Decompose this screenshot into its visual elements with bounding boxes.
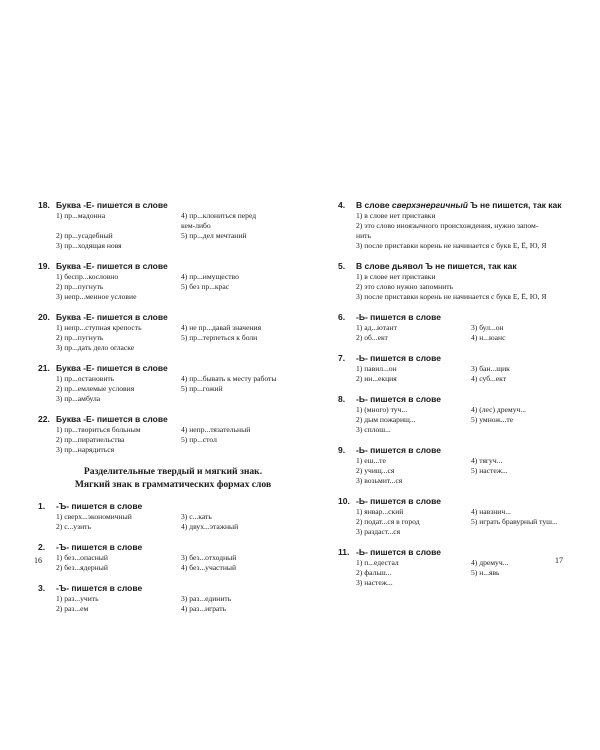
answer-options (56, 553, 298, 573)
answer-options (356, 323, 578, 343)
question-title (356, 261, 578, 272)
question-title-text: -Ь- пишется в слове (356, 394, 441, 404)
answer-option: 3) после приставки корень не начинается с букв Е, Ё, Ю, Я (356, 241, 547, 250)
answer-option: 2) подат...ся в город (356, 517, 420, 526)
answer-option: 3) сплош... (356, 425, 391, 434)
answer-option: 2) об...ект (356, 333, 388, 342)
answer-option: 2) дым пожарищ... (356, 415, 416, 424)
question-title: -Ъ- пишется в слове (56, 583, 143, 593)
answer-options (356, 272, 578, 302)
question-title-text: -Ь- пишется в слове (356, 547, 441, 557)
question-number: 22. (38, 414, 50, 424)
answer-option: 4) н...юанс (471, 333, 506, 342)
answer-option (471, 527, 578, 537)
answer-option: 1) ад...ютант (356, 323, 397, 332)
section-title (38, 465, 298, 491)
answer-option: 5) пр...дел мечтаний (181, 231, 247, 240)
answer-options (56, 272, 298, 302)
answer-option: 2) пр...усадебный (56, 231, 113, 240)
right-page (338, 200, 578, 598)
answer-option: 4) (лес) дремуч... (471, 405, 527, 414)
question-block (38, 312, 298, 353)
answer-option: 4) без...участный (181, 563, 237, 572)
answer-option: 4) дремуч... (471, 558, 509, 567)
answer-option: 3) пр...нарядиться (56, 445, 115, 454)
answer-option: 5) умнож...те (471, 415, 514, 424)
question-title-text: -Ь- пишется в слове (356, 312, 441, 322)
answer-option: 5) пр...терпеться к боли (181, 333, 258, 342)
answer-option: 4) двух...этажный (181, 522, 239, 531)
page-number-left: 16 (34, 556, 42, 565)
answer-option: 5) настеж... (471, 466, 508, 475)
question-title-text: -Ь- пишется в слове (356, 496, 441, 506)
question-title-text: -Ь- пишется в слове (356, 445, 441, 455)
question-number: 5. (338, 261, 346, 271)
answer-option: 1) пр...мадонна (56, 211, 106, 220)
section-title-line: Разделительные твердый и мягкий знак. (83, 466, 263, 477)
question-title-text: В слове (356, 200, 392, 210)
question-block (38, 414, 298, 455)
answer-option: 4) суб...ект (471, 374, 507, 383)
answer-option (181, 394, 298, 404)
question-block (338, 496, 578, 537)
question-title: Буква -Е- пишется в слове (56, 363, 168, 373)
answer-option: 4) раз...играть (181, 604, 227, 613)
answer-option: 3) без...отходный (181, 553, 237, 562)
question-block (38, 363, 298, 404)
answer-option: 1) еш...те (356, 456, 386, 465)
question-block (338, 261, 578, 302)
answer-option: 3) раздаст...ся (356, 527, 401, 536)
question-title-text: В слове дьявол Ъ не пишется, так как (356, 261, 517, 271)
answer-option (471, 425, 578, 435)
answer-option: 3) бул...он (471, 323, 504, 332)
answer-option: 1) п...едестал (356, 558, 399, 567)
answer-options (356, 456, 578, 486)
question-title-text: Ъ не пишется, так как (467, 200, 562, 210)
answer-option (181, 292, 298, 302)
answer-option: 4) пр...имущество (181, 272, 239, 281)
question-number: 7. (338, 353, 346, 363)
answer-option: 4) не пр...давай значения (181, 323, 262, 332)
answer-option: 3) с...кать (181, 512, 212, 521)
answer-option: 3) пр...амбула (56, 394, 101, 403)
question-title-emphasis: сверхэнергичный (391, 200, 468, 210)
answer-option: 1) пр...остановить (56, 374, 115, 383)
answer-option: 1) беспр...кословно (56, 272, 119, 281)
question-number: 4. (338, 200, 346, 210)
answer-option: 2) учищ...ся (356, 466, 395, 475)
question-number: 6. (338, 312, 346, 322)
question-title: Буква -Е- пишется в слове (56, 312, 168, 322)
answer-option: 1) январ...ский (356, 507, 404, 516)
question-title: Буква -Е- пишется в слове (56, 414, 168, 424)
question-title (356, 394, 578, 405)
answer-option: 5) без пр...крас (181, 282, 230, 291)
answer-option: 4) пр...клониться перед кем-либо (181, 211, 257, 230)
question-number: 10. (338, 496, 350, 506)
question-block (338, 353, 578, 384)
question-title: -Ъ- пишется в слове (56, 542, 143, 552)
answer-option: 3) бан...щик (471, 364, 510, 373)
answer-option: 5) пр...стол (181, 435, 217, 444)
question-block (38, 200, 298, 251)
answer-options (356, 405, 578, 435)
question-number: 11. (338, 547, 350, 557)
answer-option: 2) пр...пиратиельства (56, 435, 125, 444)
question-block (338, 312, 578, 343)
question-block (38, 261, 298, 302)
answer-option (471, 476, 578, 486)
answer-option: 2) пр...пугнуть (56, 333, 104, 342)
question-block (38, 583, 298, 614)
answer-option: 1) без...опасный (56, 553, 108, 562)
answer-option: 2) это слово иноязычного происхождения, нужно запом- нить (356, 221, 539, 240)
answer-options (56, 374, 298, 404)
question-title (356, 200, 578, 211)
answer-options (356, 364, 578, 384)
answer-options (56, 425, 298, 455)
answer-option: 5) играть бравурный туш... (471, 517, 558, 526)
answer-options (56, 323, 298, 353)
answer-options (56, 211, 298, 251)
answer-option: 1) в слове нет приставки (356, 272, 436, 281)
answer-option: 2) пр...емлемые условия (56, 384, 135, 393)
page-number-right: 17 (555, 556, 563, 565)
question-title: -Ъ- пишется в слове (56, 501, 143, 511)
answer-option: 3) пр...ходящая новя (56, 241, 122, 250)
question-title (356, 496, 578, 507)
answer-option: 4) тягуч... (471, 456, 503, 465)
answer-option: 1) раз...учить (56, 594, 99, 603)
answer-options (56, 512, 298, 532)
question-number: 19. (38, 261, 50, 271)
question-block (38, 542, 298, 573)
answer-option: 3) возьмит...ся (356, 476, 403, 485)
answer-option (181, 343, 298, 353)
answer-options (356, 507, 578, 537)
answer-option: 1) пр...твориться больным (56, 425, 141, 434)
question-block (338, 547, 578, 588)
question-block (338, 200, 578, 251)
question-number: 21. (38, 363, 50, 373)
answer-option: 2) с...узить (56, 522, 91, 531)
question-title: Буква -Е- пишется в слове (56, 261, 168, 271)
answer-option: 2) это слово нужно запомнить (356, 282, 454, 291)
answer-option: 5) н...явь (471, 568, 500, 577)
answer-options (356, 558, 578, 588)
question-block (38, 501, 298, 532)
question-number: 3. (38, 583, 46, 593)
answer-option: 3) настеж... (356, 578, 393, 587)
answer-option: 2) фальш... (356, 568, 392, 577)
question-number: 1. (38, 501, 46, 511)
answer-options (56, 594, 298, 614)
answer-option: 1) в слове нет приставки (356, 211, 436, 220)
answer-option: 1) павил...он (356, 364, 397, 373)
answer-option: 4) пр...бывать к месту работы (181, 374, 277, 383)
answer-option: 3) непр...менное условие (56, 292, 137, 301)
answer-option: 2) пр...пугнуть (56, 282, 104, 291)
question-block (338, 445, 578, 486)
answer-option (471, 578, 578, 588)
question-title (356, 547, 578, 558)
question-title (356, 312, 578, 323)
question-title: Буква -Е- пишется в слове (56, 200, 168, 210)
left-page (38, 200, 298, 624)
answer-option: 5) пр...гожий (181, 384, 223, 393)
section-title-line: Мягкий знак в грамматических формах слов (74, 479, 272, 490)
answer-option: 2) раз...ем (56, 604, 89, 613)
answer-option: 1) непр...ступная крепость (56, 323, 142, 332)
answer-option: 3) после приставки корень не начинается с букв Е, Ё, Ю, Я (356, 292, 547, 301)
answer-option: 4) навзнич... (471, 507, 511, 516)
answer-option: 1) сверх...экономичный (56, 512, 132, 521)
answer-option (181, 241, 298, 251)
answer-option: 1) (много) туч... (356, 405, 408, 414)
answer-option: 2) ин...екция (356, 374, 397, 383)
question-block (338, 394, 578, 435)
question-number: 18. (38, 200, 50, 210)
answer-option: 2) без...ядерный (56, 563, 108, 572)
answer-option: 4) непр...тязательный (181, 425, 251, 434)
question-number: 9. (338, 445, 346, 455)
question-title-text: -Ь- пишется в слове (356, 353, 441, 363)
question-number: 8. (338, 394, 346, 404)
answer-option: 3) пр...дать дело огласке (56, 343, 135, 352)
question-title (356, 353, 578, 364)
question-number: 2. (38, 542, 46, 552)
answer-option: 3) раз...единить (181, 594, 232, 603)
answer-option (181, 445, 298, 455)
question-number: 20. (38, 312, 50, 322)
question-title (356, 445, 578, 456)
answer-options (356, 211, 578, 251)
